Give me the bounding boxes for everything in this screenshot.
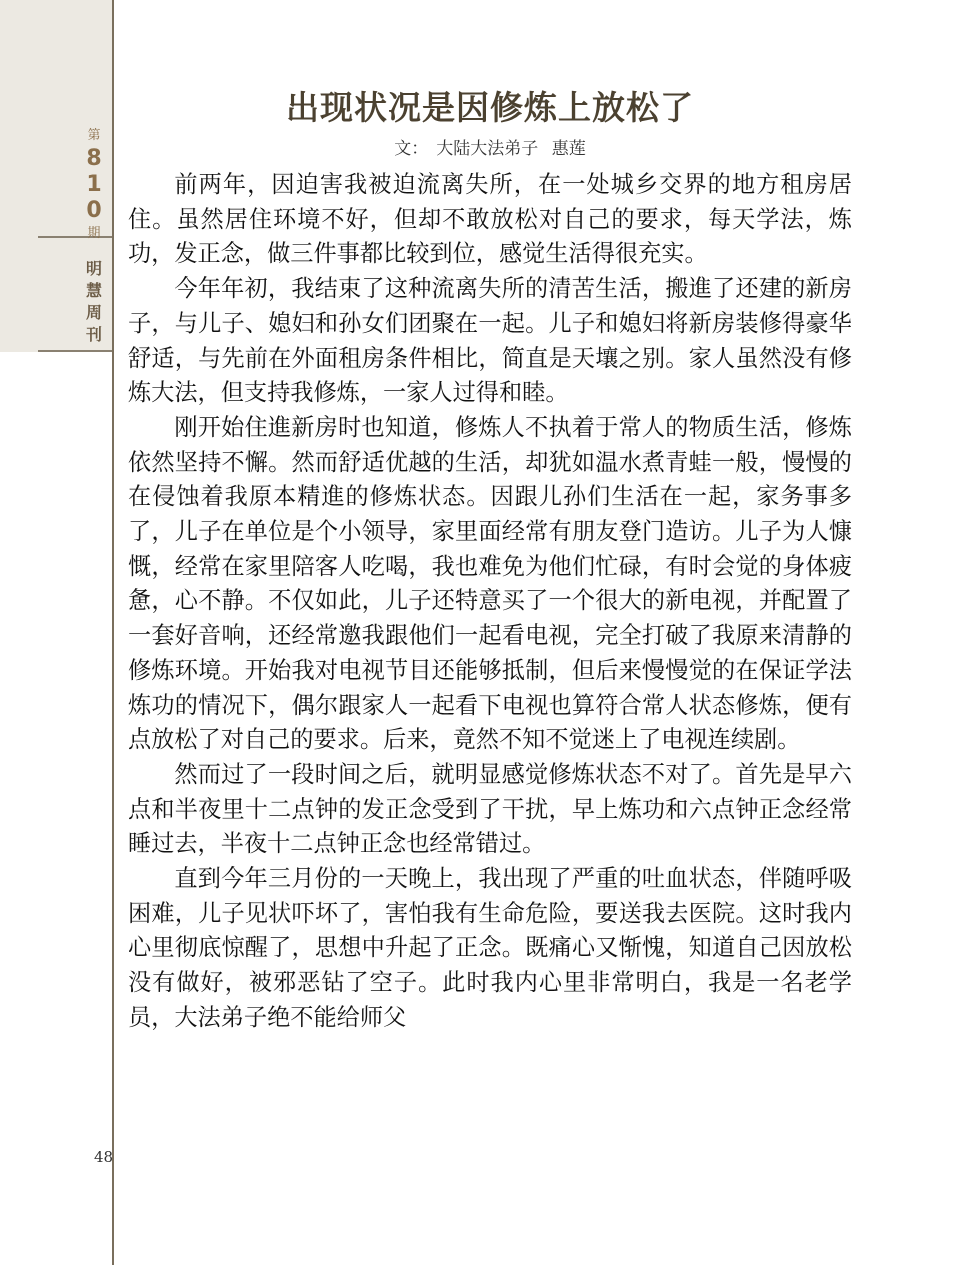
magazine-char: 慧 [85,281,102,300]
sidebar-divider [38,350,112,352]
article-body [128,168,852,1036]
page-number: 48 [94,1148,114,1166]
paragraph: 然而过了一段时间之后，就明显感觉修炼状态不对了。首先是早六点和半夜里十二点钟的发正念受到了干扰，早上炼功和六点钟正念经常睡过去，半夜十二点钟正念也经常错过。 [128,760,852,858]
issue-digit: 8 [86,146,102,171]
issue-prefix: 第 [87,128,101,143]
issue-suffix: 期 [87,226,101,241]
magazine-name [76,258,112,346]
magazine-char: 刊 [85,325,102,344]
author-role: 大陆大法弟子 [436,139,539,159]
magazine-char: 明 [85,259,102,278]
byline-label: 文： [394,139,429,159]
issue-digit: 0 [86,198,102,223]
magazine-char: 周 [85,303,102,322]
article-title: 出现状况是因修炼上放松了 [286,88,694,127]
byline [128,134,852,159]
paragraph: 今年年初，我结束了这种流离失所的清苦生活，搬進了还建的新房子，与儿子、媳妇和孙女们团聚在一起。儿子和媳妇将新房装修得豪华舒适，与先前在外面租房条件相比，简直是天壤之别。家人虽然没有修炼大法，但支持我修炼，一家人过得和睦。 [128,275,852,407]
issue-number [76,126,112,244]
paragraph: 刚开始住進新房时也知道，修炼人不执着于常人的物质生活，修炼依然坚持不懈。然而舒适优越的生活，却犹如温水煮青蛙一般，慢慢的在侵蚀着我原本精進的修炼状态。因跟儿孙们生活在一起，家务事多了，儿子在单位是个小领导，家里面经常有朋友登门造访。儿子为人慷慨，经常在家里陪客人吃喝，我也难免为他们忙碌，有时会觉的身体疲惫，心不静。不仅如此，儿子还特意买了一个很大的新电视，并配置了一套好音响，还经常邀我跟他们一起看电视，完全打破了我原来清静的修炼环境。开始我对电视节目还能够抵制，但后来慢慢觉的在保证学法炼功的情况下，偶尔跟家人一起看下电视也算符合常人状态修炼，便有点放松了对自己的要求。后来，竟然不知不觉迷上了电视连续剧。 [128,413,852,754]
author-name: 惠莲 [551,139,586,159]
paragraph: 前两年，因迫害我被迫流离失所，在一处城乡交界的地方租房居住。虽然居住环境不好，但却不敢放松对自己的要求，每天学法，炼功，发正念，做三件事都比较到位，感觉生活得很充实。 [128,171,852,268]
paragraph: 直到今年三月份的一天晚上，我出现了严重的吐血状态，伴随呼吸困难，儿子见状吓坏了，害怕我有生命危险，要送我去医院。这时我内心里彻底惊醒了，思想中升起了正念。既痛心又惭愧，知道自己因放松没有做好，被邪恶钻了空子。此时我内心里非常明白，我是一名老学员，大法弟子绝不能给师父 [128,865,852,1031]
vertical-rule [112,0,114,1265]
issue-digit: 1 [86,172,102,197]
